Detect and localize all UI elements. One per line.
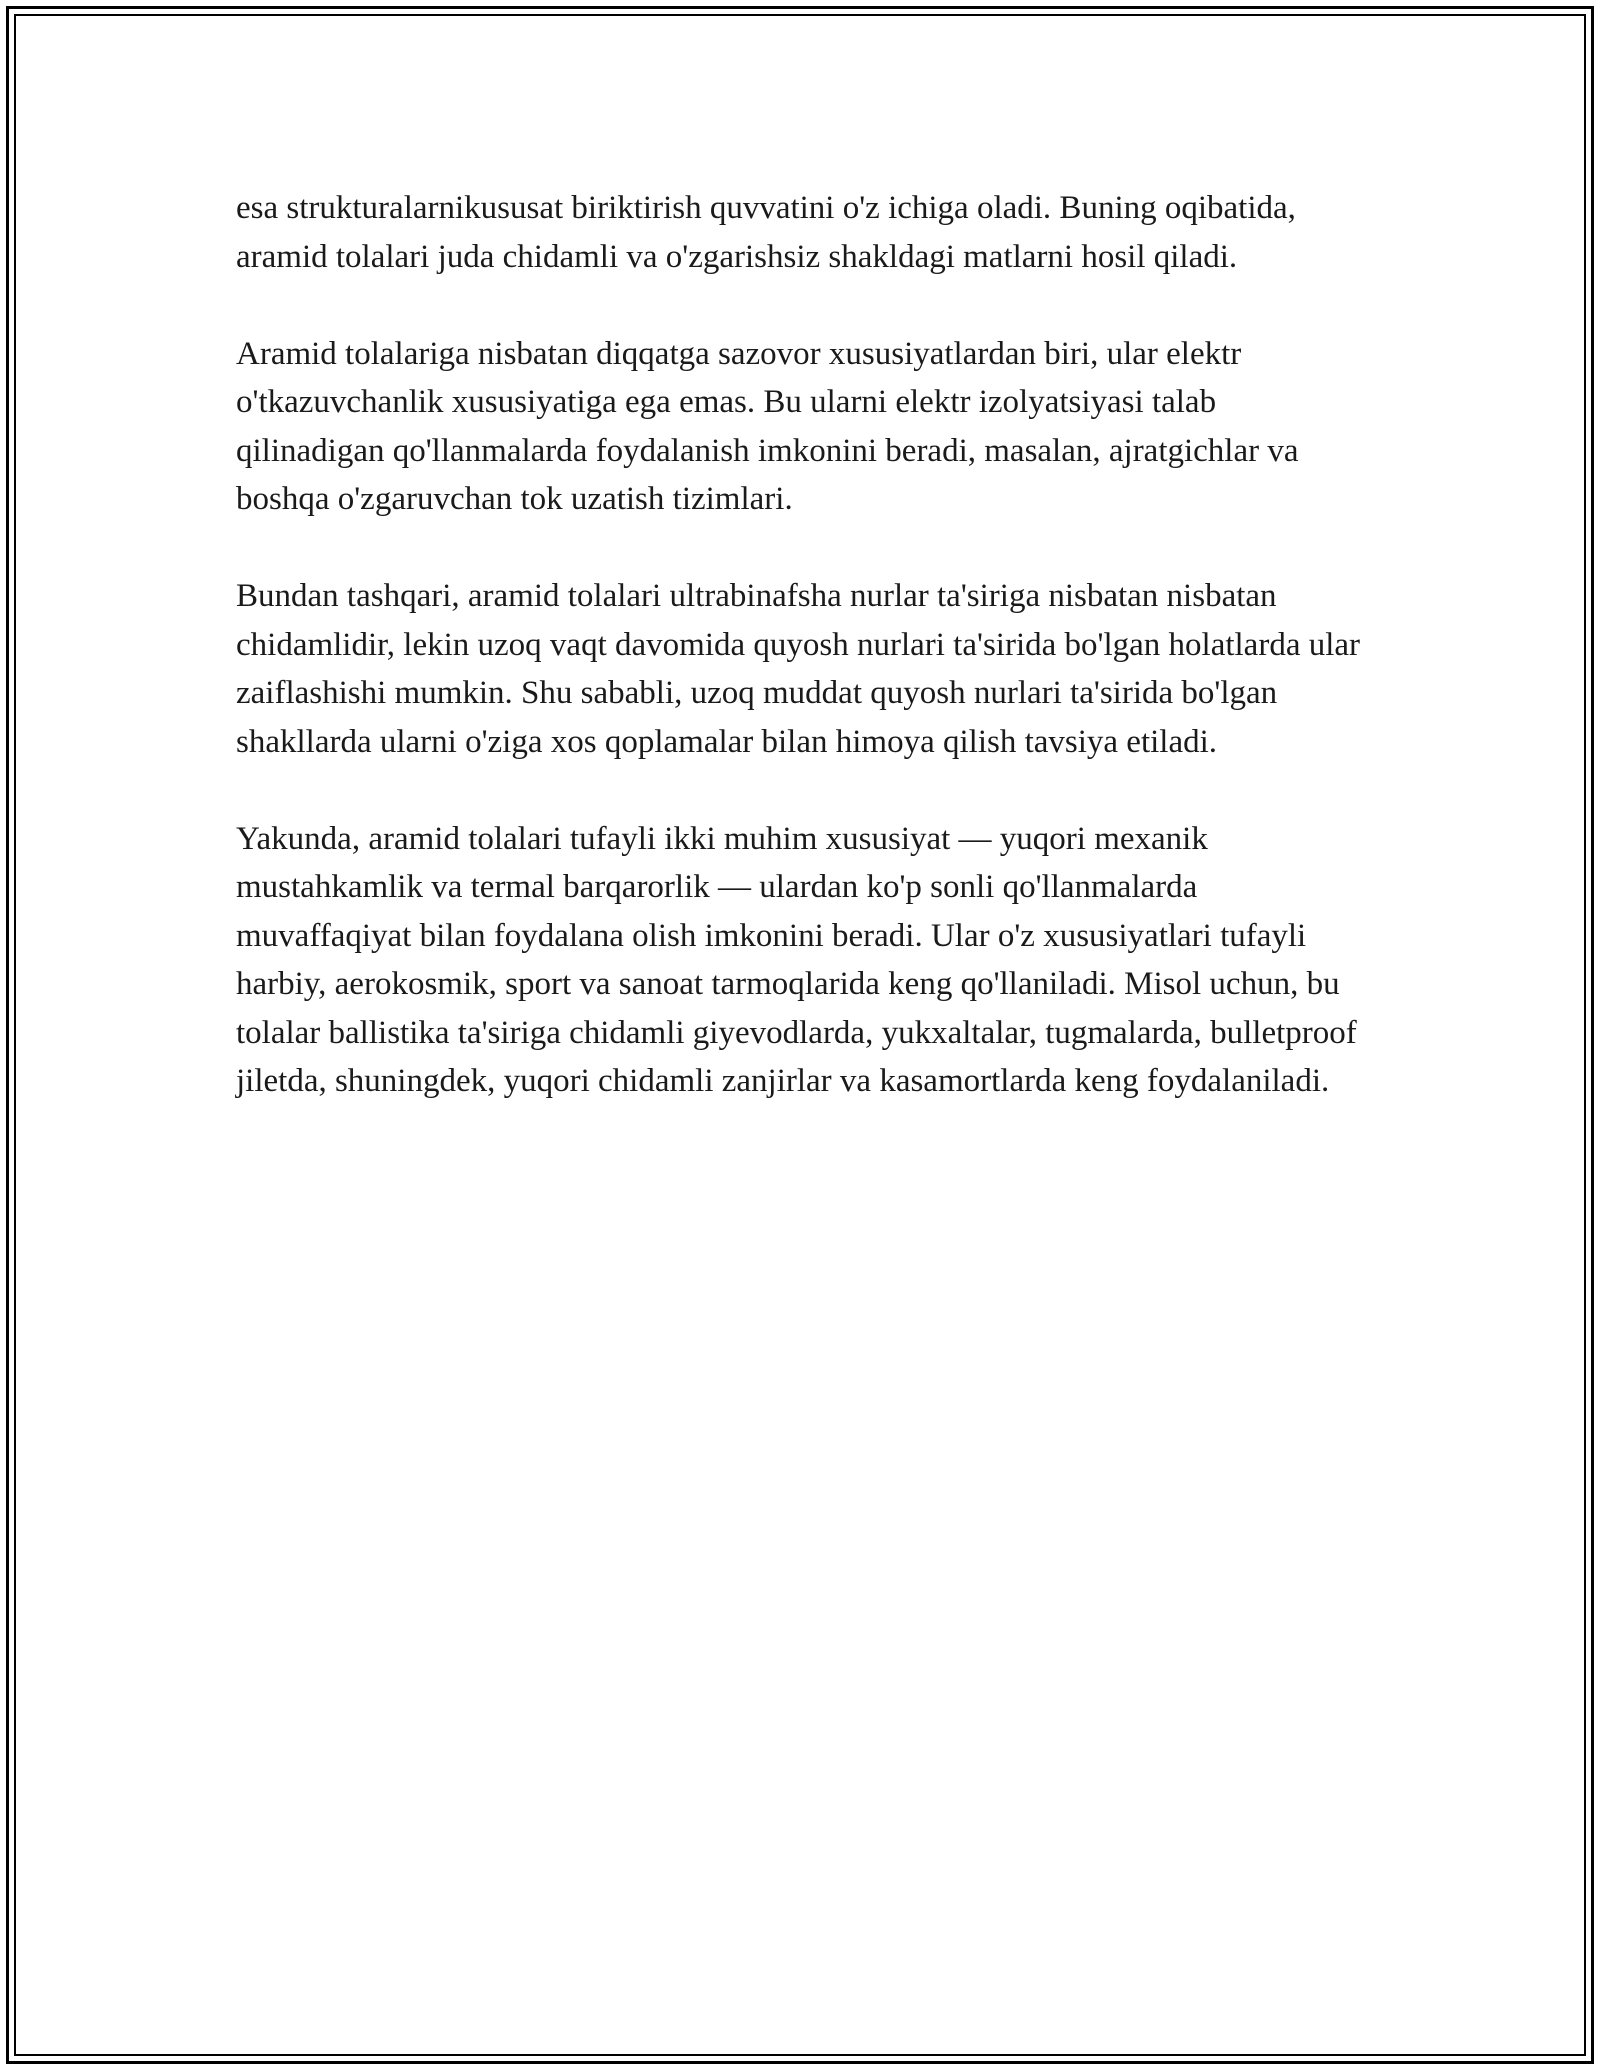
paragraph-4: Yakunda, aramid tolalari tufayli ikki muhim xususiyat — yuqori mexanik mustahkamlik va termal barqarorlik — ulardan ko'p sonli qo'llanmalarda muvaffaqiyat bilan foydalana olish imkonini beradi. Ular o'z xususiyatlari tufayli harbiy, aerokosmik, sport va sanoat tarmoqlarida keng qo'llaniladi. Misol uchun, bu tolalar ballistika ta'siriga chidamli giyevodlarda, yukxaltalar, tugmalarda, bulletproof jiletda, shuningdek, yuqori chidamli zanjirlar va kasamortlarda keng foydalaniladi.	[236, 820, 1357, 1099]
paragraph-1: esa strukturalarnikususat biriktirish quvvatini o'z ichiga oladi. Buning oqibatida, aramid tolalari juda chidamli va o'zgarishsiz shakldagi matlarni hosil qiladi.	[236, 190, 1296, 275]
document-body	[236, 184, 1366, 1154]
paragraph-3: Bundan tashqari, aramid tolalari ultrabinafsha nurlar ta'siriga nisbatan nisbatan chidamlidir, lekin uzoq vaqt davomida quyosh nurlari ta'sirida bo'lgan holatlarda ular zaiflashishi mumkin. Shu sababli, uzoq muddat quyosh nurlari ta'sirida bo'lgan shakllarda ularni o'ziga xos qoplamalar bilan himoya qilish tavsiya etiladi.	[236, 578, 1361, 760]
paragraph-2: Aramid tolalariga nisbatan diqqatga sazovor xususiyatlardan biri, ular elektr o'tkazuvchanlik xususiyatiga ega emas. Bu ularni elektr izolyatsiyasi talab qilinadigan qo'llanmalarda foydalanish imkonini beradi, masalan, ajratgichlar va boshqa o'zgaruvchan tok uzatish tizimlari.	[236, 335, 1299, 517]
